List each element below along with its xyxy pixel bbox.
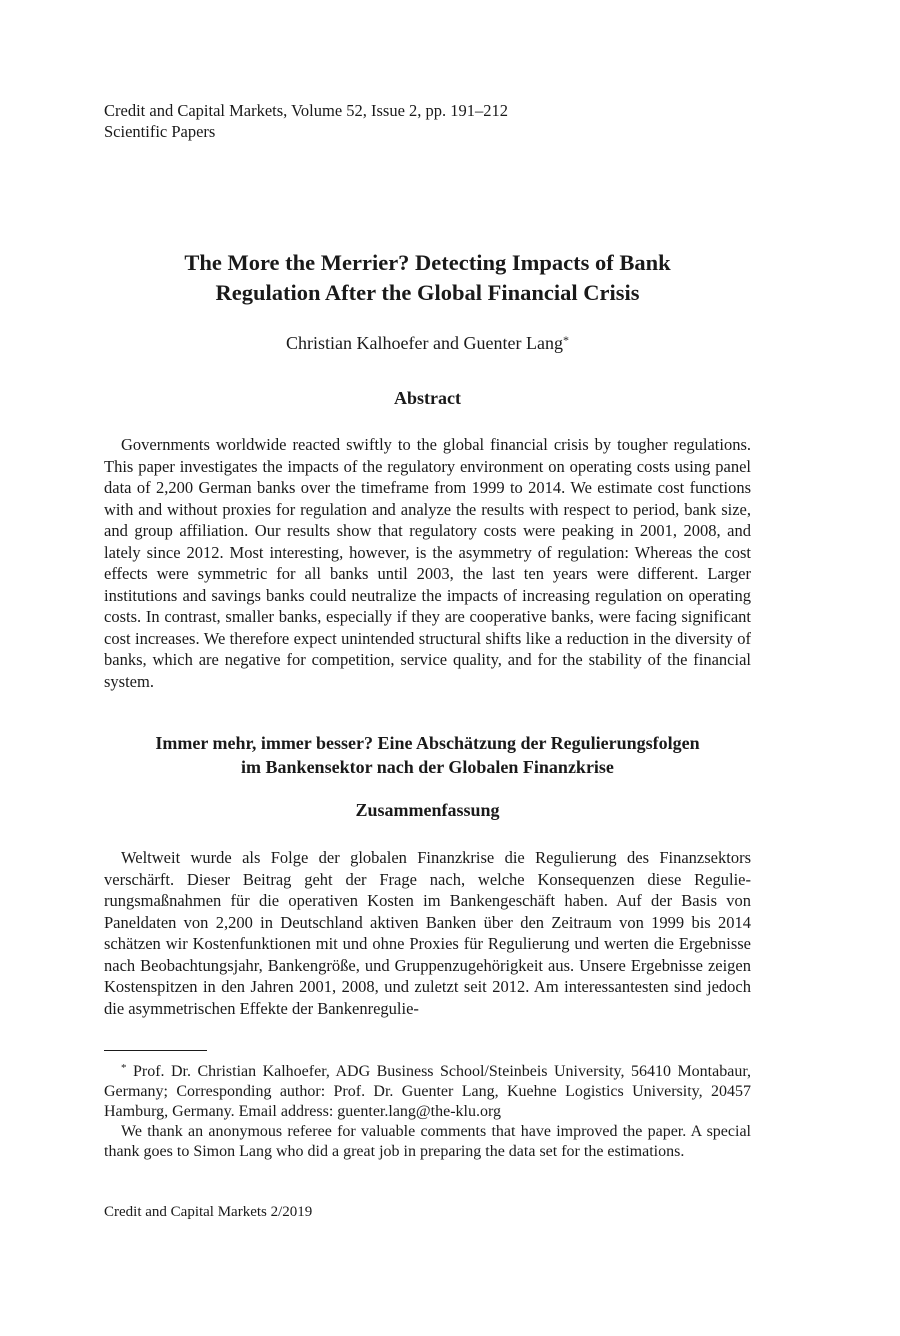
- german-title: [104, 731, 751, 779]
- author-line: [104, 328, 751, 355]
- article-title-line-1: The More the Merrier? Detecting Impacts of Bank: [184, 250, 671, 275]
- german-title-line-2: im Bankensektor nach der Globalen Finanzkrise: [241, 757, 614, 777]
- abstract-text: Governments worldwide reacted swiftly to the global financial crisis by tougher regulations. This paper investigates the impacts of the regulatory environment on operating costs using panel data of 2,200 German banks over the timeframe from 1999 to 2014. We estimate cost functions with and without proxies for regulation and analyze the results with respect to period, bank size, and group affiliation. Our results show that regulatory costs were peaking in 2001, 2008, and lately since 2012. Most interesting, however, is the asymmetry of regulation: Whereas the cost effects were symmetric for all banks until 2003, the last ten years were different. Larger institutions and savings banks could neutralize the impacts of increasing regulation on operating costs. In contrast, smaller banks, especially if they are cooperative banks, were facing significant cost increases. We therefore expect unintended structural shifts like a reduction in the diversity of banks, which are negative for competition, service quality, and for the stability of the financial system.: [104, 435, 751, 691]
- german-title-line-1: Immer mehr, immer besser? Eine Abschätzung der Regulierungsfolgen: [155, 733, 700, 753]
- footnote-affiliation-text: Prof. Dr. Christian Kalhoefer, ADG Business School/Steinbeis University, 56410 Montabaur, Germany; Corresponding author: Prof. Dr. Guenter Lang, Kuehne Logistics University, 20457 Hamburg, Germany. Email address: guenter.lang@the-klu.org: [104, 1063, 752, 1120]
- footnote-mark: *: [121, 1062, 127, 1074]
- footnote-affiliation: [104, 1058, 751, 1122]
- author-names: Christian Kalhoefer and Guenter Lang: [286, 333, 563, 353]
- section-label: Scientific Papers: [104, 122, 216, 141]
- page-footer: Credit and Capital Markets 2/2019: [104, 1204, 313, 1220]
- footnotes: [104, 1058, 751, 1162]
- journal-header: [104, 100, 508, 142]
- author-footnote-mark: *: [562, 333, 569, 347]
- abstract-heading: Abstract: [394, 388, 461, 408]
- zusammenfassung-heading: Zusammenfassung: [355, 800, 500, 820]
- article-title-line-2: Regulation After the Global Financial Crisis: [215, 280, 640, 305]
- footnote-acknowledgement: We thank an anonymous referee for valuable comments that have improved the paper. A special thank goes to Simon Lang who did a great job in preparing the data set for the estimations.: [104, 1123, 751, 1160]
- zusammenfassung-text: Weltweit wurde als Folge der globalen Finanzkrise die Regulierung des Finanzsektors verschärft. Dieser Beitrag geht der Frage nach, welche Konsequenzen diese Regulierungsmaßnahmen für die operativen Kosten im Bankengeschäft haben. Auf der Basis von Paneldaten von 2,200 in Deutschland aktiven Banken über den Zeitraum von 1999 bis 2014 schätzen wir Kostenfunktionen mit und ohne Proxies für Regulierung und werten die Ergebnisse nach Beobachtungsjahr, Bankengröße, und Gruppenzugehörigkeit aus. Unsere Ergebnisse zeigen Kostenspitzen in den Jahren 2001, 2008, und zuletzt seit 2012. Am interessantesten sind jedoch die asymmetrischen Effekte der Bankenregulie-: [104, 848, 751, 1018]
- journal-citation: Credit and Capital Markets, Volume 52, Issue 2, pp. 191–212: [104, 101, 509, 120]
- footnote-divider: [104, 1050, 207, 1051]
- article-title: [104, 248, 751, 308]
